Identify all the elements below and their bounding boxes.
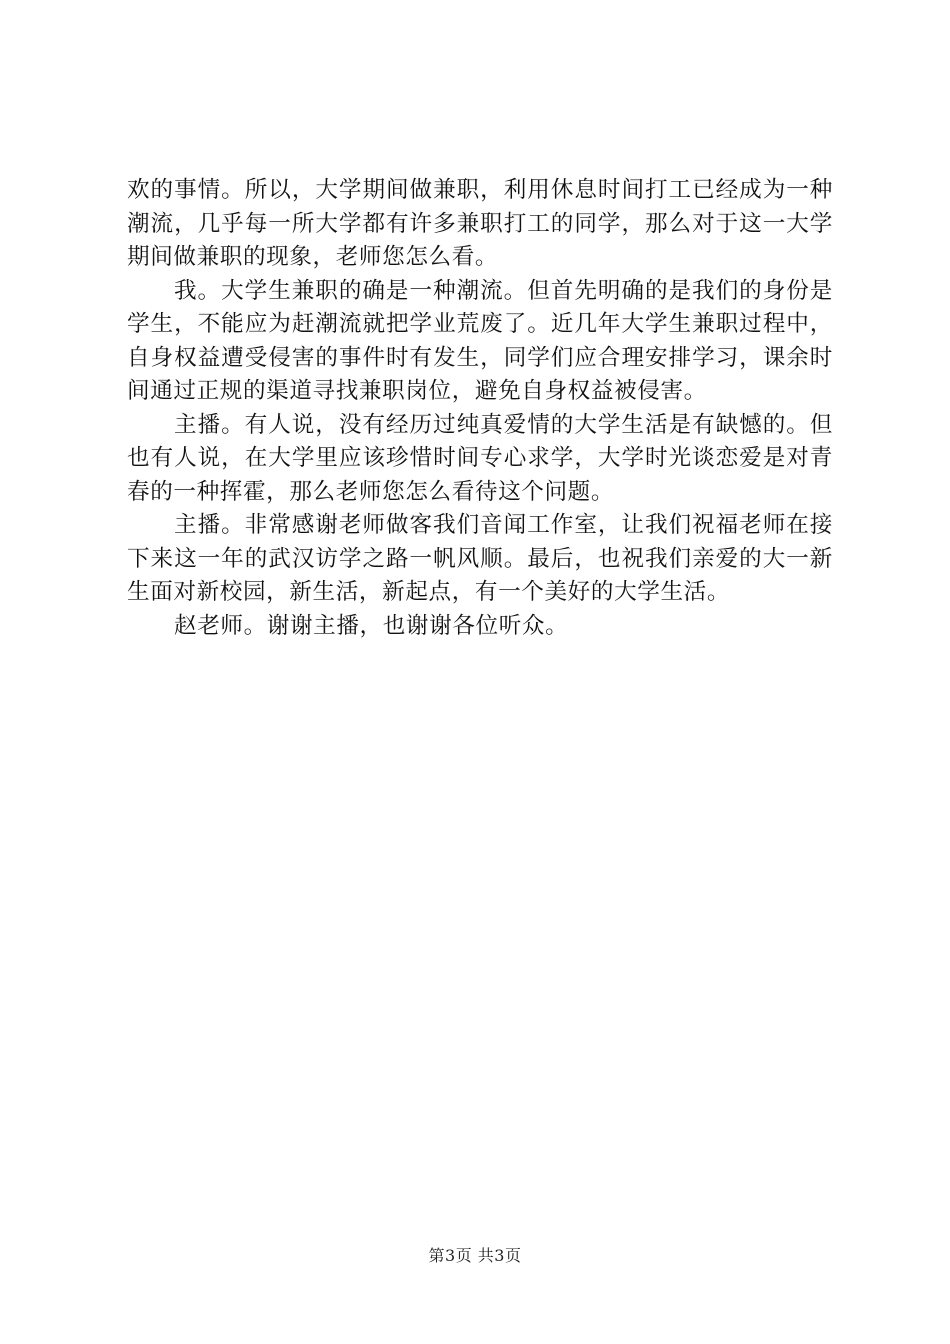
document-body [127, 174, 833, 643]
paragraph-host-closing: 主播。非常感谢老师做客我们音闻工作室，让我们祝福老师在接下来这一年的武汉访学之路一帆风顺。最后，也祝我们亲爱的大一新生面对新校园，新生活，新起点，有一个美好的大学生活。 [127, 512, 833, 605]
paragraph-reply-me: 我。大学生兼职的确是一种潮流。但首先明确的是我们的身份是学生，不能应为赶潮流就把学业荒废了。近几年大学生兼职过程中，自身权益遭受侵害的事件时有发生，同学们应合理安排学习，课余时间通过正规的渠道寻找兼职岗位，避免自身权益被侵害。 [127, 277, 833, 404]
paragraph-host-question: 主播。有人说，没有经历过纯真爱情的大学生活是有缺憾的。但也有人说，在大学里应该珍惜时间专心求学，大学时光谈恋爱是对青春的一种挥霍，那么老师您怎么看待这个问题。 [127, 411, 833, 505]
paragraph-continuation: 欢的事情。所以，大学期间做兼职，利用休息时间打工已经成为一种潮流，几乎每一所大学都有许多兼职打工的同学，那么对于这一大学期间做兼职的现象，老师您怎么看。 [127, 177, 833, 270]
paragraph-teacher-closing: 赵老师。谢谢主播，也谢谢各位听众。 [174, 612, 569, 639]
page-footer: 第3页 共3页 [428, 1246, 522, 1265]
